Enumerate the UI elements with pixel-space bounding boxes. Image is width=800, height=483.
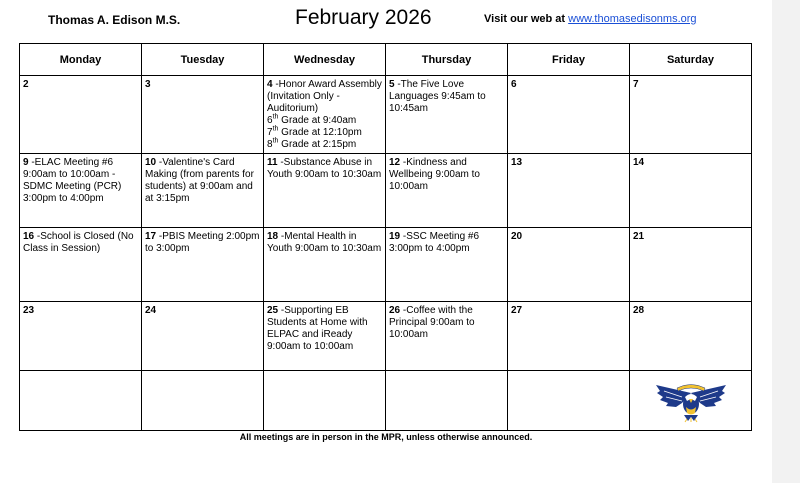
empty-cell xyxy=(20,371,142,431)
day-cell-18 xyxy=(264,228,386,302)
week-row-2 xyxy=(20,154,752,228)
website-link[interactable]: www.thomasedisonms.org xyxy=(568,13,697,25)
week-row-4 xyxy=(20,302,752,371)
calendar-header xyxy=(0,0,772,40)
event-text: -SSC Meeting #6 3:00pm to 4:00pm xyxy=(389,231,480,255)
empty-cell xyxy=(386,371,508,431)
event-line: 6th Grade at 9:40am xyxy=(267,113,357,126)
event-text: -School is Closed (No Class in Session) xyxy=(23,231,134,255)
month-title: February 2026 xyxy=(295,6,432,29)
day-cell-2 xyxy=(20,76,142,154)
week-row-5 xyxy=(20,371,752,431)
date-number: 5 xyxy=(389,79,395,90)
date-number: 6 xyxy=(511,79,517,90)
date-number: 14 xyxy=(633,157,645,169)
week-row-1 xyxy=(20,76,752,154)
event-line: 8th Grade at 2:15pm xyxy=(267,137,357,150)
date-number: 2 xyxy=(23,79,29,90)
day-cell-27 xyxy=(508,302,630,371)
date-number: 16 xyxy=(23,231,35,243)
day-cell-24 xyxy=(142,302,264,371)
date-number: 28 xyxy=(633,305,645,317)
day-cell-14 xyxy=(630,154,752,228)
event-text: -Substance Abuse in Youth 9:00am to 10:30am xyxy=(267,157,382,181)
day-cell-20 xyxy=(508,228,630,302)
event-text: -Kindness and Wellbeing 9:00am to 10:00am xyxy=(389,157,480,193)
date-number: 13 xyxy=(511,157,523,169)
eagle-logo-icon xyxy=(654,379,728,427)
day-cell-6 xyxy=(508,76,630,154)
date-number: 9 xyxy=(23,157,29,169)
calendar-grid xyxy=(19,43,752,431)
event-text: -Coffee with the Principal 9:00am to 10:00am xyxy=(389,305,475,341)
day-cell-3 xyxy=(142,76,264,154)
date-number: 21 xyxy=(633,231,645,243)
day-cell-17 xyxy=(142,228,264,302)
week-row-3 xyxy=(20,228,752,302)
weekday-wednesday: Wednesday xyxy=(264,44,386,76)
date-number: 19 xyxy=(389,231,401,243)
school-name: Thomas A. Edison M.S. xyxy=(48,13,181,27)
event-text: -Valentine's Card Making (from parents for students) at 9:00am and at 3:15pm xyxy=(145,157,254,205)
empty-cell xyxy=(508,371,630,431)
event-text: -Mental Health in Youth 9:00am to 10:30am xyxy=(267,231,382,255)
weekday-saturday: Saturday xyxy=(630,44,752,76)
date-number: 12 xyxy=(389,157,401,169)
footer-note: All meetings are in person in the MPR, unless otherwise announced. xyxy=(239,432,533,442)
day-cell-7 xyxy=(630,76,752,154)
date-number: 24 xyxy=(145,305,157,317)
date-number: 26 xyxy=(389,305,401,317)
day-cell-9 xyxy=(20,154,142,228)
weekday-thursday: Thursday xyxy=(386,44,508,76)
visit-label: Visit our web at xyxy=(484,13,569,25)
day-cell-5 xyxy=(386,76,508,154)
date-number: 23 xyxy=(23,305,35,317)
empty-cell xyxy=(142,371,264,431)
day-cell-4 xyxy=(264,76,386,154)
empty-cell xyxy=(264,371,386,431)
event-line: 7th Grade at 12:10pm xyxy=(267,125,362,138)
date-number: 3 xyxy=(145,79,151,90)
logo-cell xyxy=(630,371,752,431)
date-number: 10 xyxy=(145,157,157,169)
day-cell-23 xyxy=(20,302,142,371)
date-number: 18 xyxy=(267,231,279,243)
day-cell-16 xyxy=(20,228,142,302)
event-text: -Supporting EB Students at Home with ELPAC and iReady 9:00am to 10:00am xyxy=(267,305,368,353)
date-number: 20 xyxy=(511,231,523,243)
event-text: -PBIS Meeting 2:00pm to 3:00pm xyxy=(145,231,260,255)
day-cell-25 xyxy=(264,302,386,371)
weekday-header-row xyxy=(20,44,752,76)
date-number: 17 xyxy=(145,231,157,243)
day-cell-26 xyxy=(386,302,508,371)
day-cell-12 xyxy=(386,154,508,228)
date-number: 11 xyxy=(267,157,278,169)
weekday-tuesday: Tuesday xyxy=(142,44,264,76)
date-number: 4 xyxy=(267,79,273,90)
weekday-friday: Friday xyxy=(508,44,630,76)
event-text: -The Five Love Languages 9:45am to 10:45am xyxy=(389,79,486,114)
date-number: 7 xyxy=(633,79,639,90)
day-cell-11 xyxy=(264,154,386,228)
weekday-monday: Monday xyxy=(20,44,142,76)
day-cell-19 xyxy=(386,228,508,302)
date-number: 27 xyxy=(511,305,523,317)
visit-web-text xyxy=(484,13,697,25)
date-number: 25 xyxy=(267,305,279,317)
event-text: -ELAC Meeting #6 9:00am to 10:00am -SDMC Meeting (PCR) 3:00pm to 4:00pm xyxy=(23,157,122,205)
day-cell-13 xyxy=(508,154,630,228)
day-cell-21 xyxy=(630,228,752,302)
event-text: -Honor Award Assembly (Invitation Only - Auditorium) xyxy=(267,79,382,114)
day-cell-28 xyxy=(630,302,752,371)
day-cell-10 xyxy=(142,154,264,228)
